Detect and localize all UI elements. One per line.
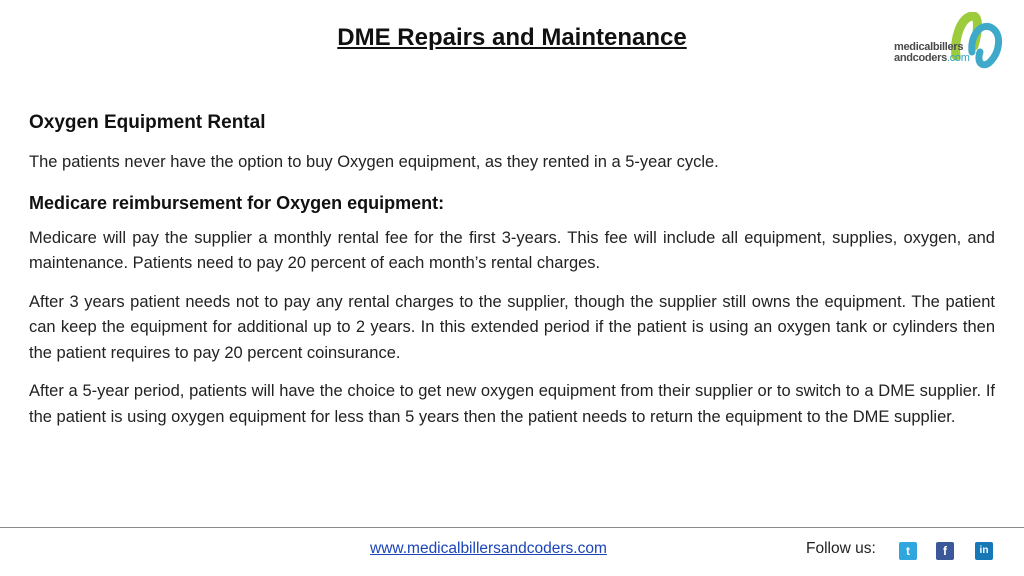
logo-text-line2: andcoders	[894, 52, 947, 64]
logo-text	[894, 42, 970, 64]
logo-text-line1: medicalbillers	[894, 41, 964, 53]
body-paragraph: Medicare will pay the supplier a monthly rental fee for the first 3-years. This fee will include all equipment, supplies, oxygen, and maintenance. Patients need to pay 20 percent of each month’s rental charges.	[29, 228, 995, 272]
body-paragraph: After 3 years patient needs not to pay any rental charges to the supplier, though the supplier still owns the equipment. The patient can keep the equipment for additional up to 2 years. In this extended period if the patient is using an oxygen tank or cylinders then the patient requires to pay 20 percent coinsurance.	[29, 292, 995, 362]
follow-label: Follow us:	[806, 540, 876, 557]
facebook-icon[interactable]: f	[936, 542, 954, 560]
intro-paragraph: The patients never have the option to buy Oxygen equipment, as they rented in a 5-year cycle.	[29, 153, 719, 171]
body-paragraph: After a 5-year period, patients will have the choice to get new oxygen equipment from their supplier or to switch to a DME supplier. If the patient is using oxygen equipment for less than 5 years then the patient needs to return the equipment to the DME supplier.	[29, 382, 995, 426]
section-heading: Oxygen Equipment Rental	[29, 112, 266, 133]
page-title: DME Repairs and Maintenance	[337, 24, 687, 51]
main-content	[29, 110, 995, 430]
footer-divider	[0, 527, 1024, 528]
section-subheading: Medicare reimbursement for Oxygen equipment:	[29, 192, 445, 213]
linkedin-icon[interactable]: in	[975, 542, 993, 560]
twitter-icon[interactable]: t	[899, 542, 917, 560]
logo-text-tld: .com	[946, 52, 970, 64]
website-link[interactable]: www.medicalbillersandcoders.com	[370, 540, 607, 557]
company-logo[interactable]	[892, 12, 1014, 72]
